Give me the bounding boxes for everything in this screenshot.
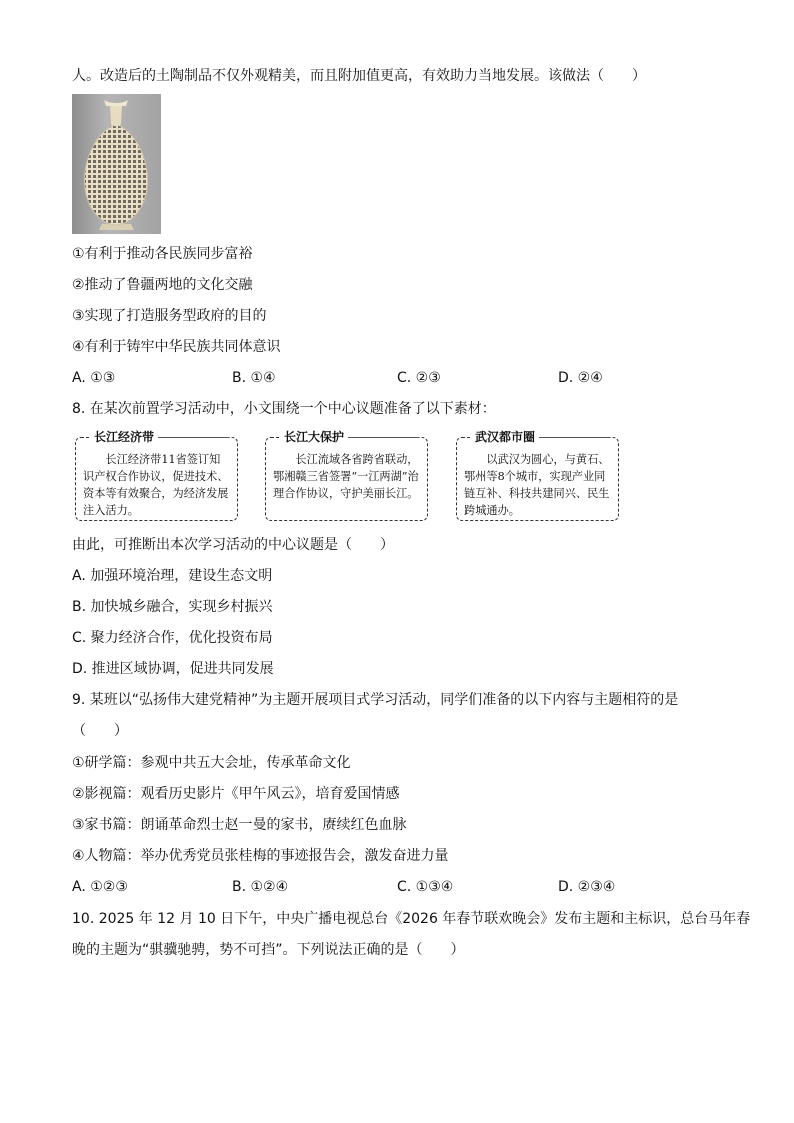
q9-item-2: ②影视篇：观看历史影片《甲午风云》，培育爱国情感 [72,786,400,802]
q7-item-3: ③实现了打造服务型政府的目的 [72,308,267,324]
q9-stem-line-2: （ ） [72,723,128,739]
material-card-2-title: 长江大保护 [280,429,348,445]
material-card-3 [456,430,619,521]
material-card-3-title: 武汉都市圈 [471,429,539,445]
q7-item-2: ②推动了鲁疆两地的文化交融 [72,277,253,293]
q8-option-c: C. 聚力经济合作，优化投资布局 [72,630,273,646]
q9-option-d: D. ②③④ [558,879,616,895]
q7-option-d: D. ②④ [558,370,603,386]
q9-item-3: ③家书篇：朗诵革命烈士赵一曼的家书，赓续红色血脉 [72,817,407,833]
q7-options [72,370,732,386]
material-card-3-body: 以武汉为圆心，与黄石、鄂州等8个城市，实现产业同链互补、科技共建同兴、民生跨城通办。 [464,453,610,517]
material-card-1 [75,430,238,521]
vase-photo [72,94,161,234]
q8-option-d: D. 推进区域协调，促进共同发展 [72,661,274,677]
q7-item-4: ④有利于铸牢中华民族共同体意识 [72,339,281,355]
q7-stem-tail: 人。改造后的土陶制品不仅外观精美，而且附加值更高，有效助力当地发展。该做法（ ） [72,68,646,84]
q8-option-a: A. 加强环境治理，建设生态文明 [72,568,273,584]
q9-item-1: ①研学篇：参观中共五大会址，传承革命文化 [72,755,351,771]
q10-stem-line-2: 晚的主题为“骐骥驰骋，势不可挡”。下列说法正确的是（ ） [72,942,465,958]
q9-stem-line-1: 9. 某班以“弘扬伟大建党精神”为主题开展项目式学习活动，同学们准备的以下内容与主题相符的是 [72,692,679,708]
card-title-rule [156,437,229,438]
q7-option-c: C. ②③ [397,370,441,386]
q8-option-b: B. 加快城乡融合，实现乡村振兴 [72,599,273,615]
q8-stem: 8. 在某次前置学习活动中，小文围绕一个中心议题准备了以下素材： [72,401,496,417]
material-card-1-title: 长江经济带 [90,429,158,445]
q10-stem-line-1: 10. 2025 年 12 月 10 日下午，中央广播电视总台《2026 年春节联欢晚会》发布主题和主标识，总台马年春 [72,911,751,927]
q9-option-a: A. ①②③ [72,879,128,895]
card-title-rule [346,437,419,438]
q9-item-4: ④人物篇：举办优秀党员张桂梅的事迹报告会，激发奋进力量 [72,848,449,864]
q8-question: 由此，可推断出本次学习活动的中心议题是（ ） [72,537,394,553]
q7-option-b: B. ①④ [232,370,276,386]
q9-options [72,879,732,895]
q7-option-a: A. ①③ [72,370,116,386]
material-card-1-body: 长江经济带11省签订知识产权合作协议，促进技术、资本等有效聚合，为经济发展注入活力。 [83,453,229,517]
q7-item-1: ①有利于推动各民族同步富裕 [72,246,253,262]
card-title-rule [537,437,610,438]
material-card-2-body: 长江流域各省跨省联动，鄂湘赣三省签署“一江两湖”治理合作协议，守护美丽长江。 [273,453,419,500]
material-card-2 [265,430,428,521]
q9-option-b: B. ①②④ [232,879,289,895]
q9-option-c: C. ①③④ [397,879,454,895]
